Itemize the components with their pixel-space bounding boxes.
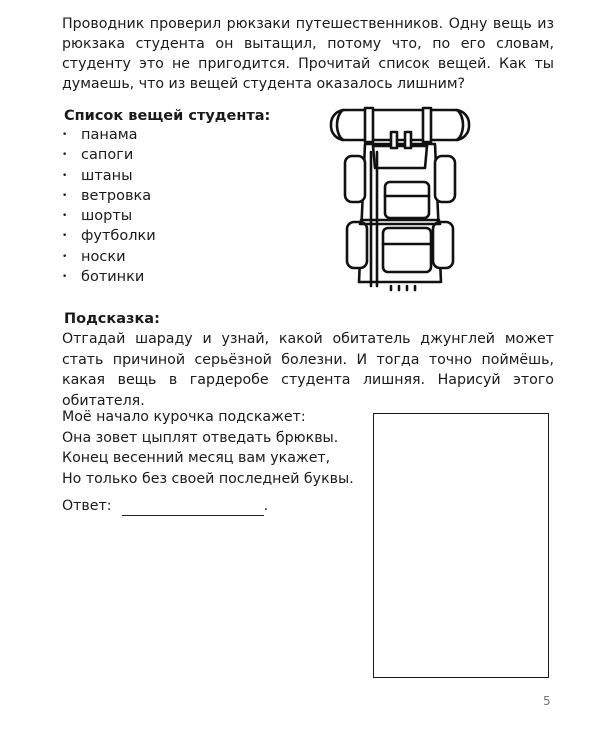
riddle-verse	[62, 407, 362, 489]
list-item	[62, 166, 156, 186]
bullet: •	[62, 190, 68, 201]
backpack-icon	[325, 104, 475, 294]
list-item	[62, 247, 156, 267]
bullet: •	[62, 231, 68, 242]
list-item-label: носки	[81, 248, 126, 265]
bullet: •	[62, 211, 68, 222]
list-item-label: ветровка	[81, 187, 152, 204]
hint-title: Подсказка:	[64, 311, 160, 327]
hint-paragraph: Отгадай шараду и узнай, какой обитатель джунглей может стать причиной серьёзной болезни. И тогда точно поймёшь, какая вещь в гардеробе студента лишняя. Нарисуй этого обитателя.	[62, 331, 554, 409]
answer-label: Ответ:	[62, 498, 112, 514]
bullet: •	[62, 272, 68, 283]
list-item-label: шорты	[81, 208, 133, 225]
bullet: •	[62, 251, 68, 262]
list-item-label: штаны	[81, 167, 133, 184]
list-item	[62, 206, 156, 226]
list-item-label: ботинки	[81, 269, 145, 286]
bullet: •	[62, 150, 68, 161]
list-item-label: панама	[81, 127, 138, 143]
bullet: •	[62, 130, 68, 140]
riddle-line: Конец весенний месяц вам укажет,	[62, 450, 331, 466]
answer-row	[62, 496, 268, 516]
item-list-title: Список вещей студента:	[64, 108, 271, 124]
list-item-label: футболки	[81, 228, 156, 245]
list-item	[62, 125, 156, 145]
page-number: 5	[543, 694, 551, 708]
list-item	[62, 145, 156, 165]
riddle-line: Моё начало курочка подскажет:	[62, 409, 306, 425]
list-item	[62, 226, 156, 246]
riddle-line: Она зовет цыплят отведать брюквы.	[62, 429, 339, 446]
bullet: •	[62, 170, 68, 181]
item-list	[62, 125, 156, 287]
list-item	[62, 267, 156, 287]
intro-paragraph: Проводник проверил рюкзаки путешественников. Одну вещь из рюкзака студента он вытащил, потому что, по его словам, студенту это не пригодится. Прочитай список вещей. Как ты думаешь, что из вещей студента оказалось лишним?	[62, 16, 554, 92]
riddle-line: Но только без своей последней буквы.	[62, 470, 354, 487]
drawing-box[interactable]	[373, 413, 549, 678]
list-item-label: сапоги	[81, 147, 134, 164]
list-item	[62, 186, 156, 206]
answer-end: .	[263, 498, 269, 514]
answer-field[interactable]	[122, 501, 264, 516]
